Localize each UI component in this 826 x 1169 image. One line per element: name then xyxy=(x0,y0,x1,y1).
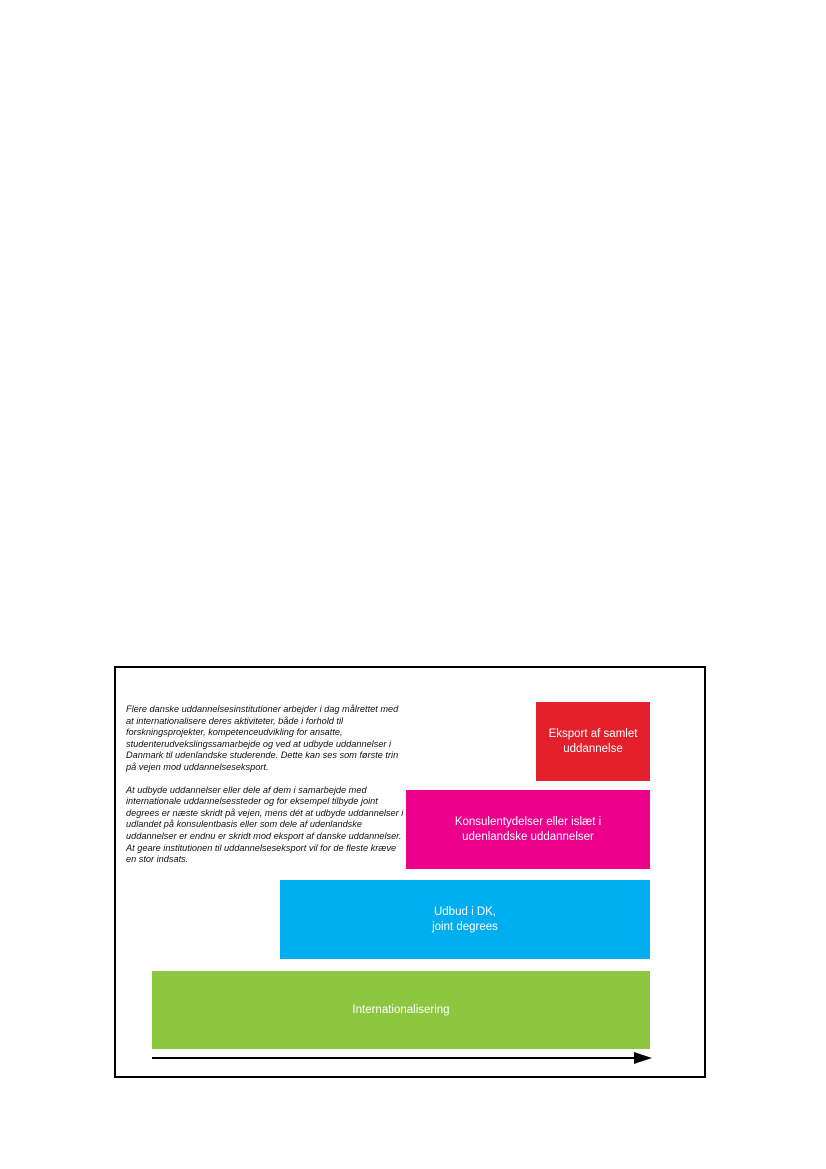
progress-arrow-head xyxy=(634,1052,652,1064)
intro-text xyxy=(126,704,404,877)
step-internationalisering: Internationalisering xyxy=(152,971,650,1049)
intro-paragraph-2: At udbyde uddannelser eller dele af dem i samarbejde med internationale uddannelsessteder og for eksempel tilbyde joint degrees er næste skridt på vejen, mens dét at udbyde uddannelser i udlandet på konsulentbasis eller som dele af udenlandske uddannelser er endnu er skridt mod eksport af danske uddannelser. At geare institutionen til uddannelseseksport vil for de fleste kræve en stor indsats. xyxy=(126,784,404,865)
step-udbud-joint-degrees: Udbud i DK, joint degrees xyxy=(280,880,650,959)
progress-arrow xyxy=(152,1051,652,1065)
step-eksport: Eksport af samlet uddannelse xyxy=(536,702,650,781)
intro-paragraph-1: Flere danske uddannelsesinstitutioner arbejder i dag målrettet med at internationalisere deres aktiviteter, både i forhold til forskningsprojekter, kompetenceudvikling for ansatte, studenterudvekslingssamarbejde og ved at udbyde uddannelser i Danmark til udenlandske studerende. Dette kan ses som første trin på vejen mod uddannelseseksport. xyxy=(126,704,399,772)
staircase-figure xyxy=(114,666,706,1078)
step-konsulentydelser: Konsulentydelser eller islæt i udenlandske uddannelser xyxy=(406,790,650,869)
